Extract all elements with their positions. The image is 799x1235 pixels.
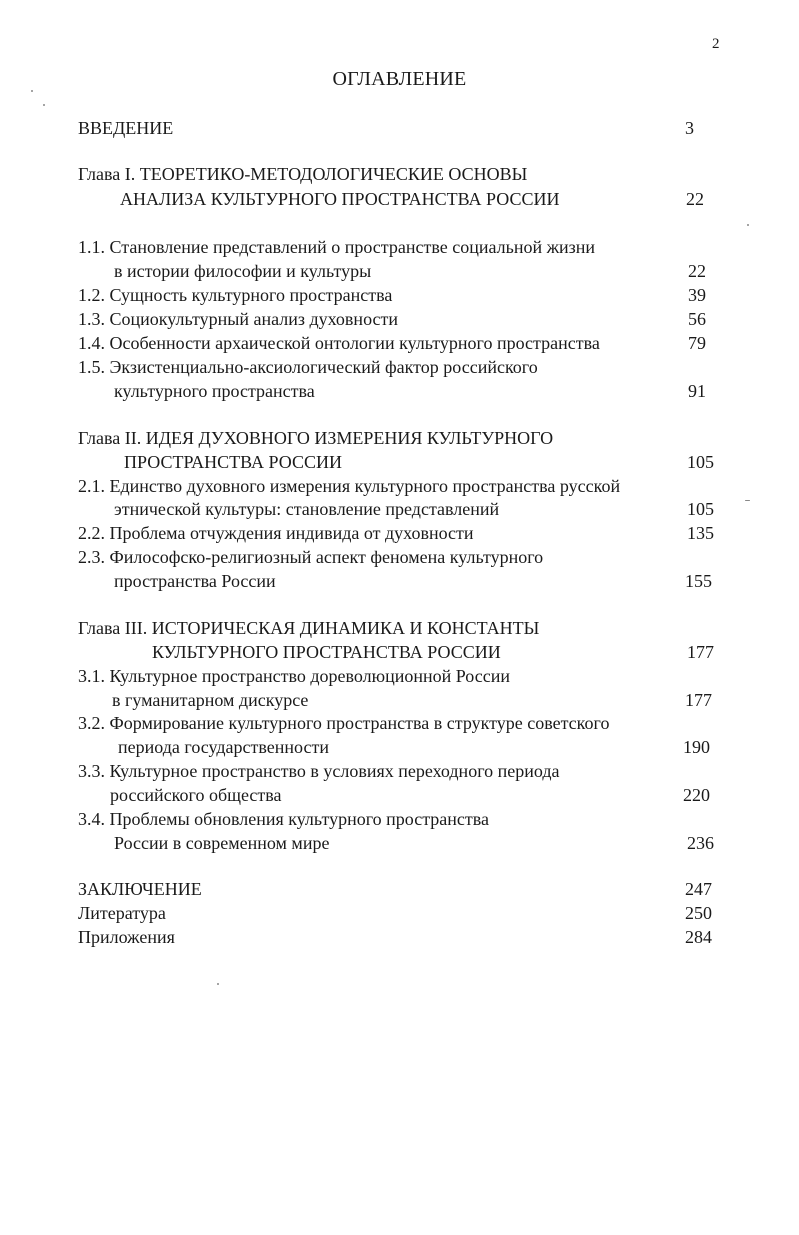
chapter-heading-line1: Глава I. ТЕОРЕТИКО-МЕТОДОЛОГИЧЕСКИЕ ОСНОВЫ bbox=[78, 164, 528, 184]
toc-page-number: 284 bbox=[685, 927, 712, 947]
chapter-heading-line2: КУЛЬТУРНОГО ПРОСТРАНСТВА РОССИИ bbox=[152, 642, 501, 662]
section-title-line1: 2.1. Единство духовного измерения культурного пространства русской bbox=[78, 476, 621, 496]
section-title-line1: 3.2. Формирование культурного пространства в структуре советского bbox=[78, 713, 610, 733]
toc-page-number: 135 bbox=[687, 523, 714, 543]
toc-page-number: 39 bbox=[688, 285, 706, 305]
scan-speck bbox=[747, 224, 749, 226]
toc-page-number: 105 bbox=[687, 499, 714, 519]
section-title-line1: 3.3. Культурное пространство в условиях переходного периода bbox=[78, 761, 560, 781]
toc-label: Приложения bbox=[78, 927, 175, 947]
toc-page-number: 250 bbox=[685, 903, 712, 923]
toc-label: Литература bbox=[78, 903, 166, 923]
toc-page-number: 91 bbox=[688, 381, 706, 401]
chapter-heading-line2: ПРОСТРАНСТВА РОССИИ bbox=[124, 452, 342, 472]
toc-page-number: 190 bbox=[683, 737, 710, 757]
section-title-line1: 1.2. Сущность культурного пространства bbox=[78, 285, 393, 305]
section-title-line1: 2.3. Философско-религиозный аспект феномена культурного bbox=[78, 547, 544, 567]
section-title-line2: культурного пространства bbox=[114, 381, 315, 401]
section-title-line2: периода государственности bbox=[118, 737, 329, 757]
scan-speck bbox=[745, 500, 750, 501]
page-title: ОГЛАВЛЕНИЕ bbox=[332, 68, 467, 90]
section-title-line1: 1.4. Особенности архаической онтологии культурного пространства bbox=[78, 333, 600, 353]
section-title-line1: 1.1. Становление представлений о пространстве социальной жизни bbox=[78, 237, 596, 257]
toc-page-number: 155 bbox=[685, 571, 712, 591]
toc-page-number: 220 bbox=[683, 785, 710, 805]
chapter-heading-line2: АНАЛИЗА КУЛЬТУРНОГО ПРОСТРАНСТВА РОССИИ bbox=[120, 189, 560, 209]
toc-page-number: 177 bbox=[685, 690, 712, 710]
scan-speck bbox=[31, 90, 33, 92]
chapter-heading-line1: Глава II. ИДЕЯ ДУХОВНОГО ИЗМЕРЕНИЯ КУЛЬТУРНОГО bbox=[78, 428, 554, 448]
section-title-line1: 3.1. Культурное пространство дореволюционной России bbox=[78, 666, 510, 686]
toc-page-number: 3 bbox=[685, 118, 694, 138]
toc-page-number: 105 bbox=[687, 452, 714, 472]
toc-page-number: 247 bbox=[685, 879, 712, 899]
section-title-line2: в гуманитарном дискурсе bbox=[112, 690, 309, 710]
toc-page-number: 79 bbox=[688, 333, 706, 353]
toc-label: ВВЕДЕНИЕ bbox=[78, 118, 174, 138]
chapter-heading-line1: Глава III. ИСТОРИЧЕСКАЯ ДИНАМИКА И КОНСТАНТЫ bbox=[78, 618, 540, 638]
section-title-line2: пространства России bbox=[114, 571, 276, 591]
scan-speck bbox=[43, 104, 45, 106]
toc-page-number: 22 bbox=[688, 261, 706, 281]
page-number: 2 bbox=[712, 36, 720, 52]
toc-page-number: 22 bbox=[686, 189, 704, 209]
section-title-line1: 1.5. Экзистенциально-аксиологический фактор российского bbox=[78, 357, 538, 377]
section-title-line1: 1.3. Социокультурный анализ духовности bbox=[78, 309, 399, 329]
section-title-line2: России в современном мире bbox=[114, 833, 330, 853]
section-title-line2: в истории философии и культуры bbox=[114, 261, 372, 281]
toc-page-number: 236 bbox=[687, 833, 714, 853]
toc-page-number: 177 bbox=[687, 642, 714, 662]
toc-page-number: 56 bbox=[688, 309, 706, 329]
section-title-line1: 3.4. Проблемы обновления культурного пространства bbox=[78, 809, 490, 829]
toc-label: ЗАКЛЮЧЕНИЕ bbox=[78, 879, 202, 899]
section-title-line2: российского общества bbox=[110, 785, 282, 805]
scan-speck bbox=[217, 983, 219, 985]
section-title-line2: этнической культуры: становление представлений bbox=[114, 499, 500, 519]
section-title-line1: 2.2. Проблема отчуждения индивида от духовности bbox=[78, 523, 474, 543]
